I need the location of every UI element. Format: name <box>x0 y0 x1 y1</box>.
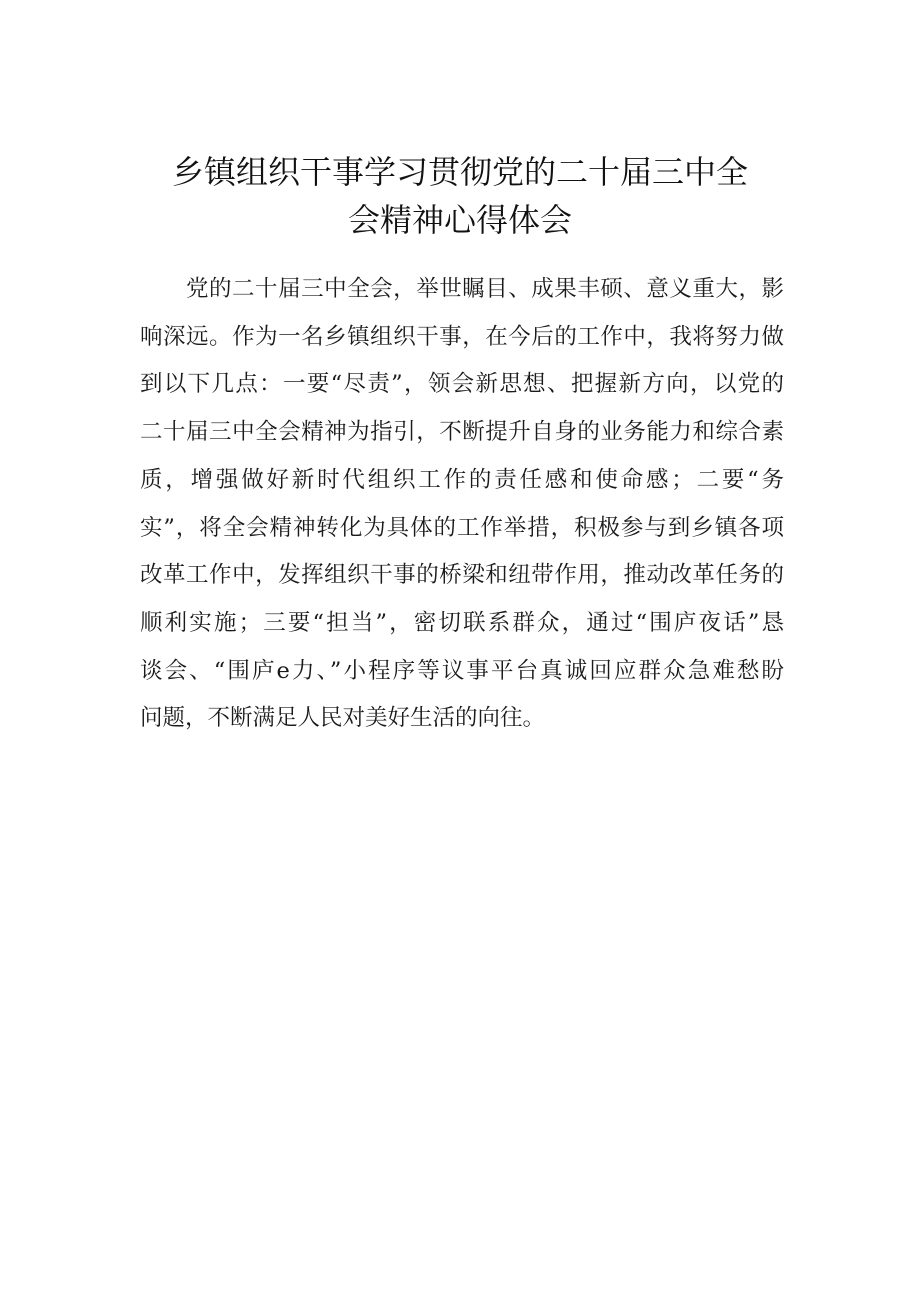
body-line-5: 质，增强做好新时代组织工作的责任感和使命感；二要“务 <box>140 466 784 493</box>
title-line-1: 乡镇组织干事学习贯彻党的二十届三中全 <box>171 153 748 191</box>
body-line-7: 改革工作中，发挥组织干事的桥梁和纽带作用，推动改革任务的 <box>140 562 784 589</box>
body-line-6: 实”，将全会精神转化为具体的工作举措，积极参与到乡镇各项 <box>140 514 784 541</box>
body-line-1: 党的二十届三中全会，举世瞩目、成果丰硕、意义重大，影 <box>186 276 784 302</box>
body-line-9: 谈会、“围庐e力、”小程序等议事平台真诚回应群众急难愁盼 <box>140 657 784 684</box>
body-line-3: 到以下几点：一要“尽责”，领会新思想、把握新方向，以党的 <box>140 371 784 398</box>
body-line-4: 二十届三中全会精神为指引，不断提升自身的业务能力和综合素 <box>140 419 784 446</box>
document-title <box>140 148 780 244</box>
body-line-2: 响深远。作为一名乡镇组织干事，在今后的工作中，我将努力做 <box>140 323 784 350</box>
body-paragraph <box>140 266 784 743</box>
title-line-2: 会精神心得体会 <box>347 201 572 239</box>
body-line-8: 顺利实施；三要“担当”，密切联系群众，通过“围庐夜话”恳 <box>140 609 784 636</box>
body-line-10: 问题，不断满足人民对美好生活的向往。 <box>140 705 546 732</box>
